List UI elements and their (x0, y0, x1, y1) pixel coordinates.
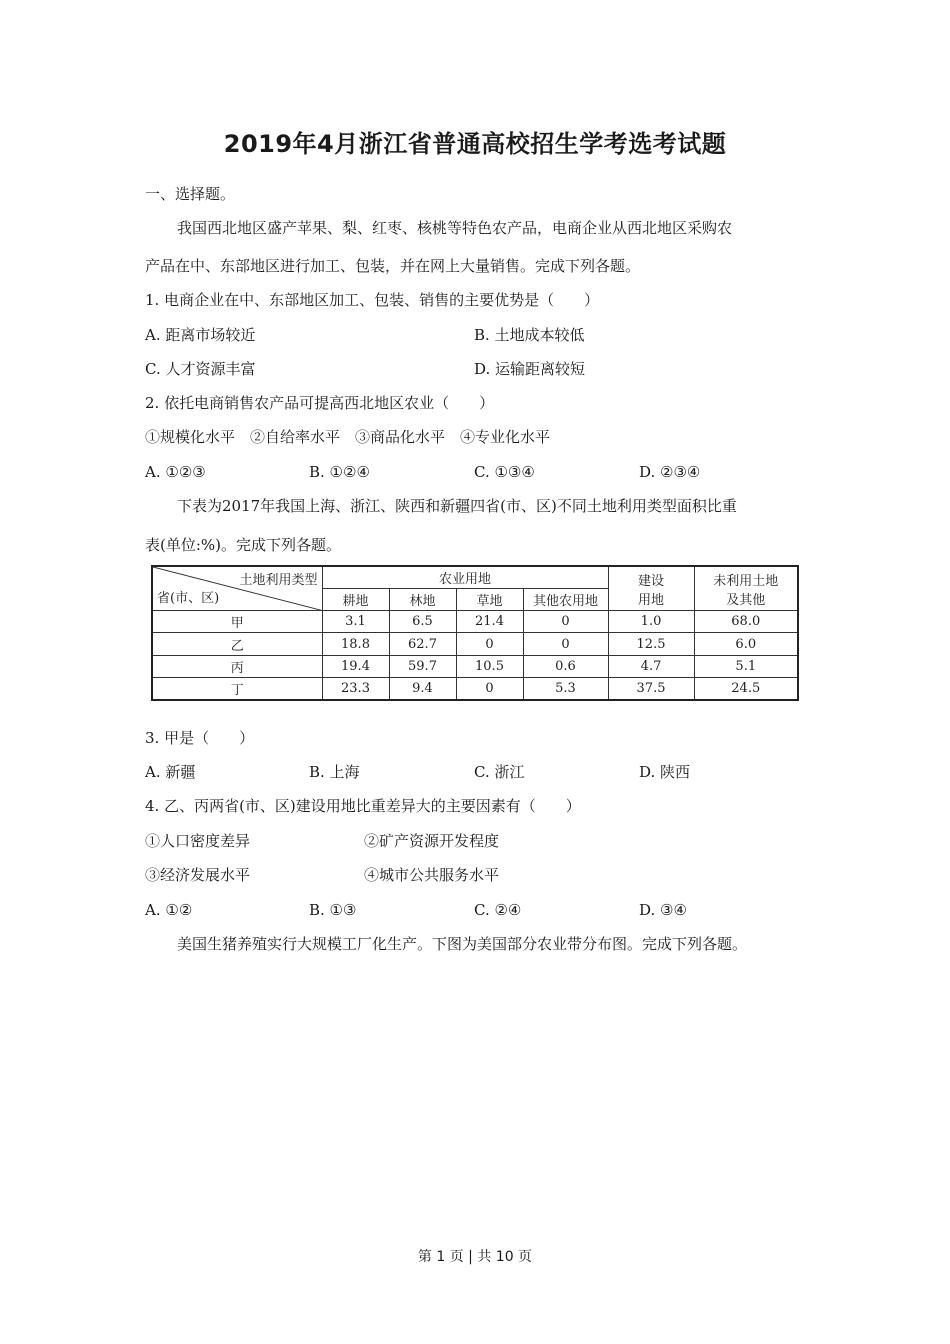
header-build-line1: 建设 (638, 573, 665, 589)
table-row (152, 633, 798, 655)
q4-item-2: ②矿产资源开发程度 (364, 832, 500, 850)
q3-option-d: D. 陕西 (639, 763, 691, 781)
header-unused-land (694, 566, 798, 611)
q3-option-b: B. 上海 (309, 763, 360, 781)
row-name: 乙 (152, 633, 322, 655)
table-cell: 6.5 (389, 611, 456, 633)
q2-option-c: C. ①③④ (474, 463, 535, 481)
table-cell: 0 (523, 611, 608, 633)
q4-item-1: ①人口密度差异 (145, 832, 251, 850)
q2-option-d: D. ②③④ (639, 463, 701, 481)
intro1-line1: 我国西北地区盛产苹果、梨、红枣、核桃等特色农产品，电商企业从西北地区采购农 (177, 219, 733, 237)
table-cell: 9.4 (389, 677, 456, 700)
table-corner-cell (152, 566, 322, 611)
intro3: 美国生猪养殖实行大规模工厂化生产。下图为美国部分农业带分布图。完成下列各题。 (177, 935, 748, 953)
table-row (152, 677, 798, 700)
q1-option-b: B. 土地成本较低 (474, 326, 585, 344)
header-agri-land: 农业用地 (322, 566, 608, 589)
subheader-cropland: 耕地 (322, 589, 389, 611)
q3-option-a: A. 新疆 (145, 763, 196, 781)
q1-option-d: D. 运输距离较短 (474, 360, 586, 378)
page-footer: 第 1 页 | 共 10 页 (417, 1249, 533, 1265)
table-cell: 10.5 (456, 655, 523, 677)
table-cell: 0 (456, 633, 523, 655)
table-cell: 0 (456, 677, 523, 700)
q4-item-4: ④城市公共服务水平 (364, 866, 500, 884)
q2-option-a: A. ①②③ (145, 463, 206, 481)
subheader-forest: 林地 (389, 589, 456, 611)
q4-option-b: B. ①③ (309, 901, 357, 919)
table-cell: 1.0 (608, 611, 694, 633)
table-cell: 5.3 (523, 677, 608, 700)
q4-option-c: C. ②④ (474, 901, 522, 919)
q2-items: ①规模化水平 ②自给率水平 ③商品化水平 ④专业化水平 (145, 428, 551, 446)
corner-top-label: 土地利用类型 (239, 573, 318, 588)
table-cell: 0 (523, 633, 608, 655)
row-name: 丁 (152, 677, 322, 700)
land-use-table (151, 565, 799, 701)
q4-option-a: A. ①② (145, 901, 193, 919)
table-cell: 19.4 (322, 655, 389, 677)
table-cell: 6.0 (694, 633, 798, 655)
table-cell: 18.8 (322, 633, 389, 655)
header-unused-line2: 及其他 (726, 592, 766, 608)
table-cell: 23.3 (322, 677, 389, 700)
corner-bottom-label: 省(市、区) (157, 591, 220, 607)
row-name: 甲 (152, 611, 322, 633)
intro2-line2: 表(单位:%)。完成下列各题。 (145, 536, 342, 554)
table-cell: 4.7 (608, 655, 694, 677)
table-cell: 3.1 (322, 611, 389, 633)
table-cell: 0.6 (523, 655, 608, 677)
q4-item-3: ③经济发展水平 (145, 866, 251, 884)
q1-option-a: A. 距离市场较近 (145, 326, 256, 344)
q2-stem: 2. 依托电商销售农产品可提高西北地区农业（ ） (145, 394, 495, 412)
row-name: 丙 (152, 655, 322, 677)
page-title: 2019年4月浙江省普通高校招生学考选考试题 (223, 130, 727, 158)
table-row (152, 655, 798, 677)
q3-stem: 3. 甲是（ ） (145, 729, 255, 747)
table-row (152, 611, 798, 633)
table-cell: 12.5 (608, 633, 694, 655)
header-unused-line1: 未利用土地 (713, 573, 779, 589)
table-cell: 24.5 (694, 677, 798, 700)
table-cell: 59.7 (389, 655, 456, 677)
section-heading: 一、选择题。 (145, 185, 236, 203)
header-build-line2: 用地 (638, 592, 665, 608)
q4-option-d: D. ③④ (639, 901, 687, 919)
table-cell: 5.1 (694, 655, 798, 677)
subheader-grassland: 草地 (456, 589, 523, 611)
q3-option-c: C. 浙江 (474, 763, 525, 781)
table-cell: 21.4 (456, 611, 523, 633)
q2-option-b: B. ①②④ (309, 463, 370, 481)
table-cell: 68.0 (694, 611, 798, 633)
table-cell: 62.7 (389, 633, 456, 655)
intro2-line1: 下表为2017年我国上海、浙江、陕西和新疆四省(市、区)不同土地利用类型面积比重 (177, 497, 737, 515)
q1-option-c: C. 人才资源丰富 (145, 360, 256, 378)
table-cell: 37.5 (608, 677, 694, 700)
q4-stem: 4. 乙、丙两省(市、区)建设用地比重差异大的主要因素有（ ） (145, 797, 581, 815)
intro1-line2: 产品在中、东部地区进行加工、包装，并在网上大量销售。完成下列各题。 (145, 257, 641, 275)
q1-stem: 1. 电商企业在中、东部地区加工、包装、销售的主要优势是（ ） (145, 291, 600, 309)
header-build-land (608, 566, 694, 611)
subheader-other-agri: 其他农用地 (523, 589, 608, 611)
